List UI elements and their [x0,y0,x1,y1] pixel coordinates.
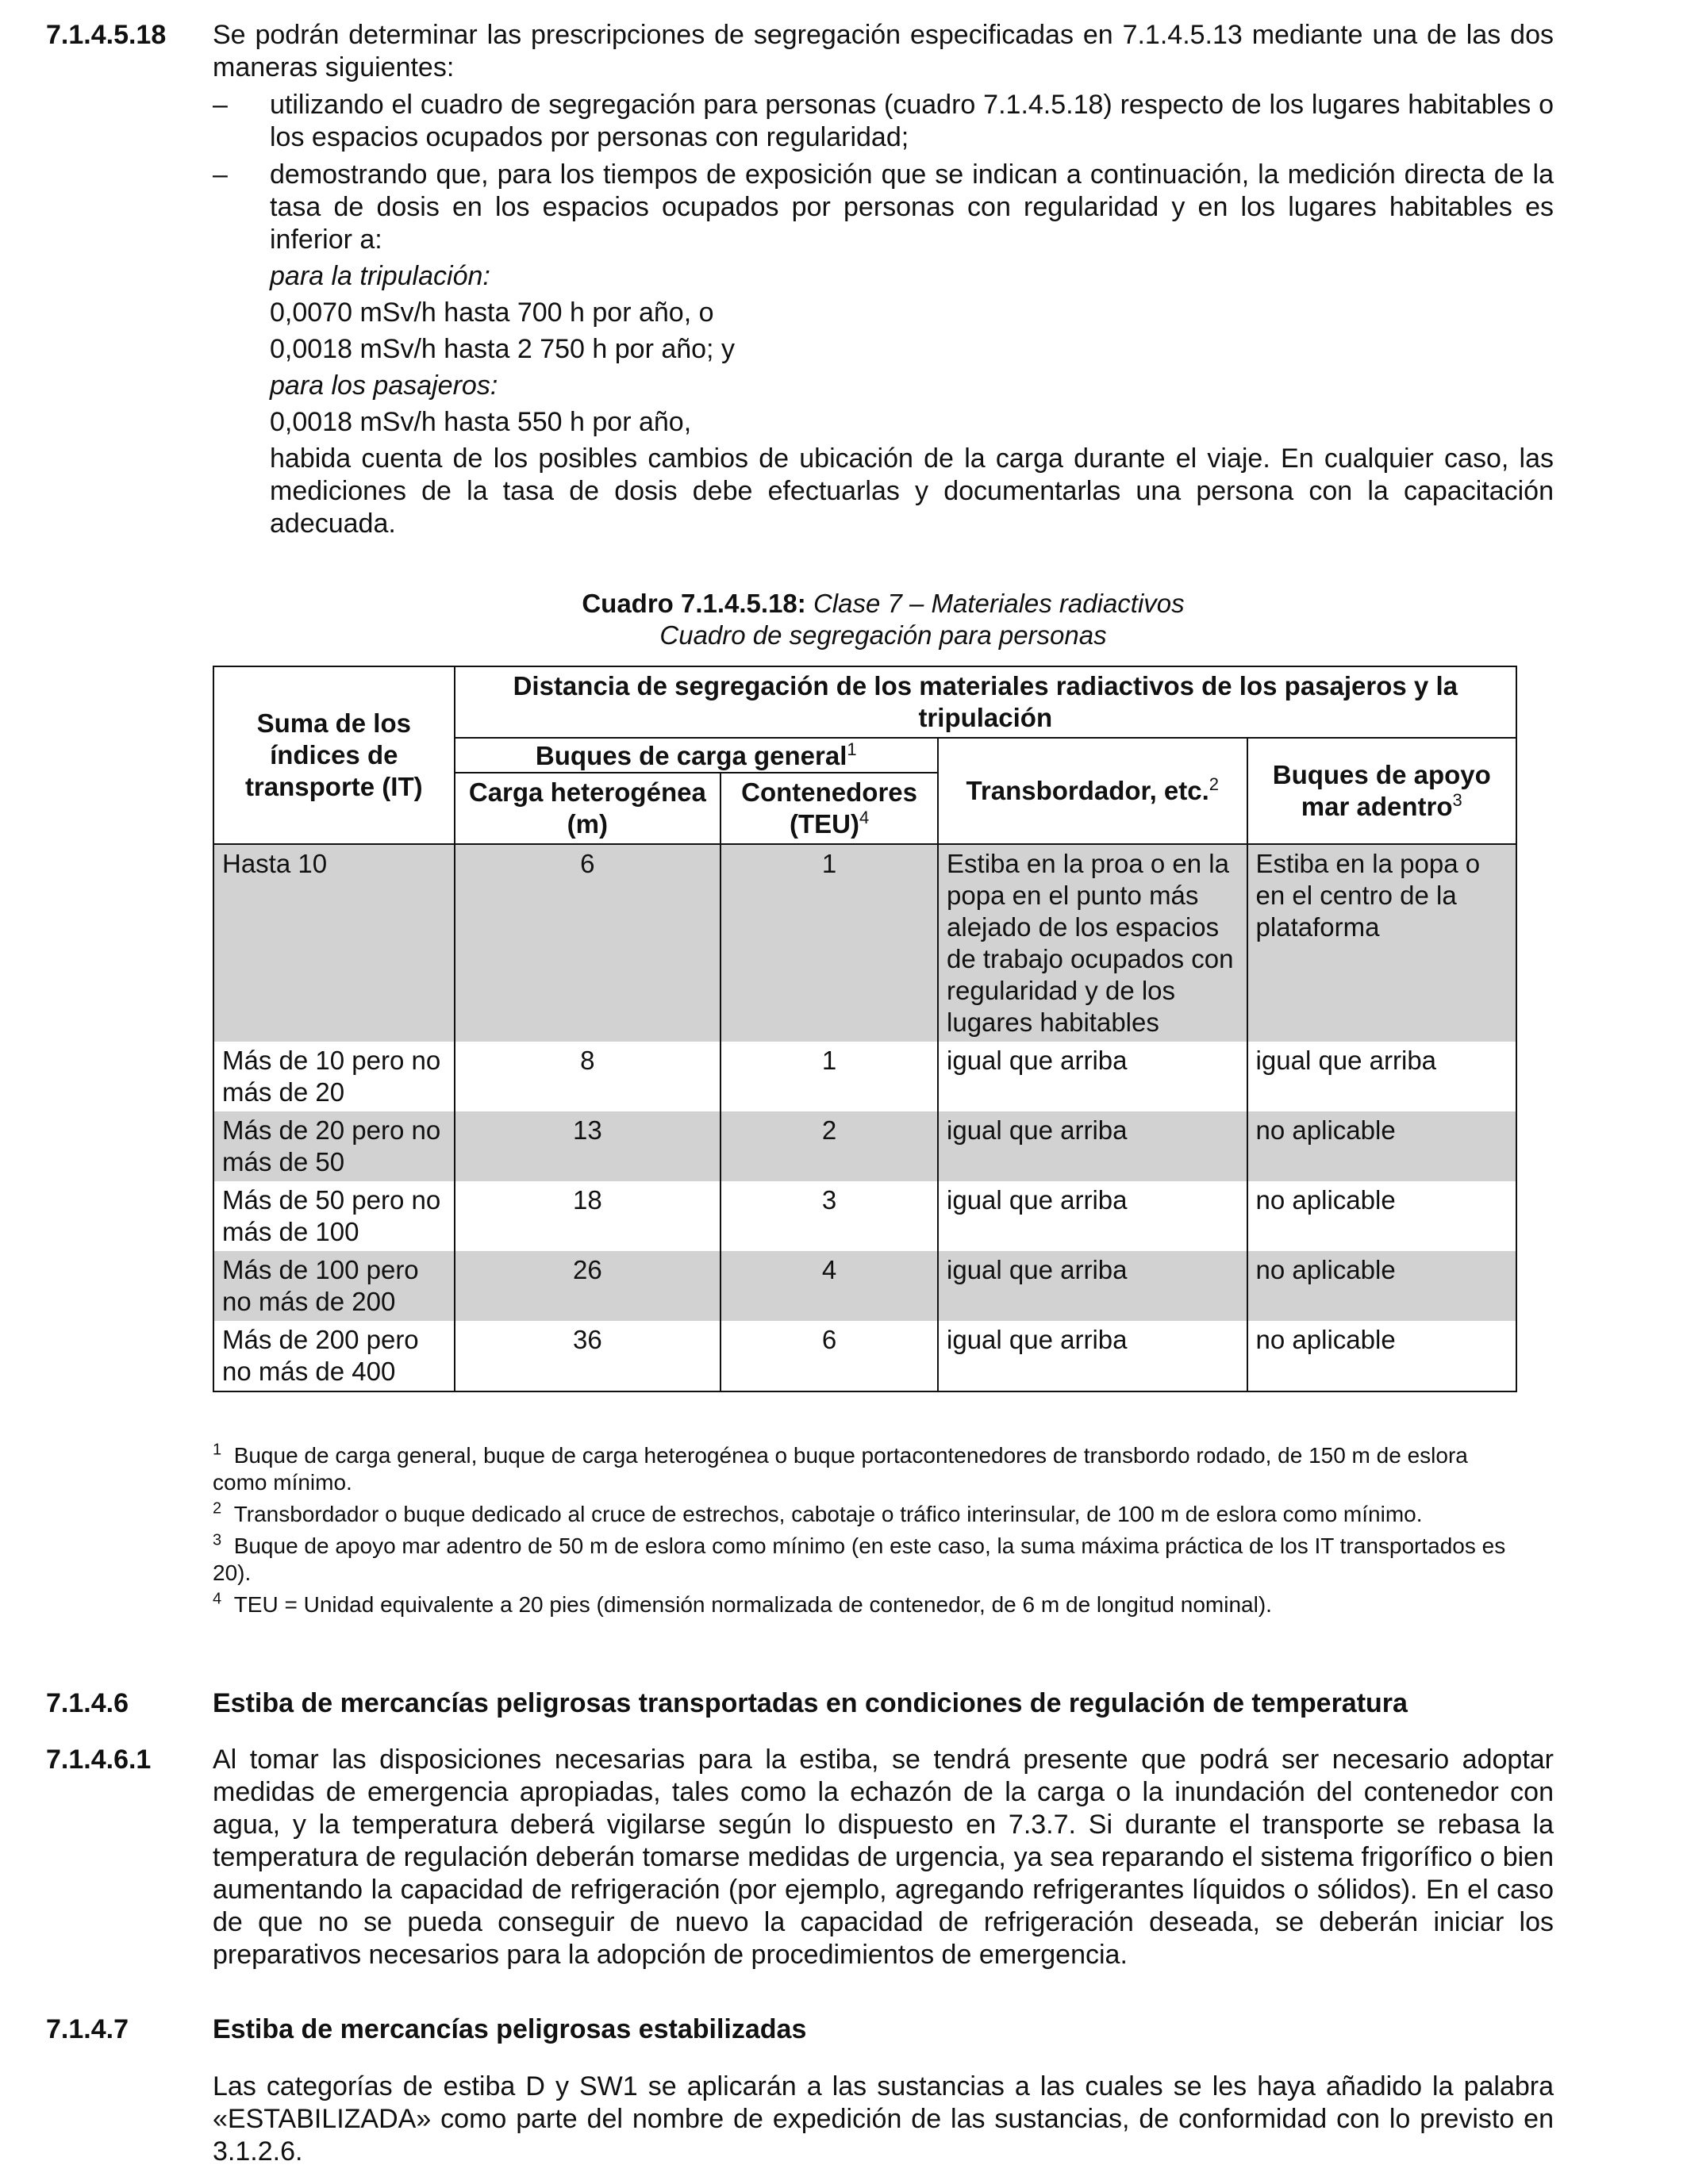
cell-ti: Más de 100 pero no más de 200 [213,1251,455,1321]
cell-hetero: 18 [455,1181,721,1251]
crew-limit-1: 0,0070 mSv/h hasta 700 h por año, o [270,297,714,328]
dose-limits [270,260,1554,540]
section-7-1-4-6 [46,1687,1554,1720]
cell-offshore: no aplicable [1247,1111,1516,1181]
section-number: 7.1.4.7 [46,2014,129,2044]
passenger-limit-1: 0,0018 mSv/h hasta 550 h por año, [270,407,692,437]
crew-limit-2: 0,0018 mSv/h hasta 2 750 h por año; y [270,334,735,364]
list-item-text: utilizando el cuadro de segregación para personas (cuadro 7.1.4.5.18) respecto de los lugares habitables o los espacios ocupados por personas con regularidad; [270,90,1554,152]
cell-ti: Más de 200 pero no más de 400 [213,1321,455,1391]
caption-subtitle: Cuadro de segregación para personas [659,620,1107,650]
table-row [213,1181,1516,1251]
section-title: Estiba de mercancías peligrosas transportadas en condiciones de regulación de temperatura [213,1688,1408,1718]
table-caption [213,588,1554,651]
cell-ferry: igual que arriba [938,1321,1247,1391]
clause-7-1-4-6-1 [46,1744,1554,1971]
cell-containers: 3 [721,1181,938,1251]
cell-hetero: 26 [455,1251,721,1321]
cell-ti: Hasta 10 [213,844,455,1042]
segregation-table [213,666,1517,1392]
footnote: $^3$ Buque de apoyo mar adentro de 50 m de eslora como mínimo (en este caso, la suma máxima práctica de los IT transportados es 20). [213,1531,1506,1585]
caption-title: Clase 7 – Materiales radiactivos [813,589,1185,618]
clause-number: 7.1.4.5.18 [46,20,167,50]
cell-containers: 1 [721,1042,938,1111]
cell-hetero: 36 [455,1321,721,1391]
cell-containers: 2 [721,1111,938,1181]
dash-bullet: – [213,90,228,120]
section-title: Estiba de mercancías peligrosas estabilizadas [213,2014,807,2044]
footnote: $^2$ Transbordador o buque dedicado al cruce de estrechos, cabotaje o tráfico interinsular, de 100 m de eslora como mínimo. [213,1499,1423,1526]
footnote: $^1$ Buque de carga general, buque de carga heterogénea o buque portacontenedores de transbordo rodado, de 150 m de eslora como mínimo. [213,1441,1468,1495]
table-row [213,1321,1516,1391]
cell-ferry: igual que arriba [938,1042,1247,1111]
cell-ferry: igual que arriba [938,1251,1247,1321]
cell-ti: Más de 10 pero no más de 20 [213,1042,455,1111]
header-containers: Contenedores (TEU)$^4$ [721,773,938,844]
cell-offshore: no aplicable [1247,1251,1516,1321]
cell-containers: 1 [721,844,938,1042]
cell-hetero: 8 [455,1042,721,1111]
cell-ferry: igual que arriba [938,1111,1247,1181]
header-general-cargo: Buques de carga general$^1$ [455,738,938,773]
section-number: 7.1.4.6 [46,1688,129,1718]
clause-number: 7.1.4.6.1 [46,1745,152,1775]
cell-hetero: 13 [455,1111,721,1181]
header-ferry: Transbordador, etc.$^2$ [938,738,1247,844]
header-distance: Distancia de segregación de los materiales radiactivos de los pasajeros y la tripulación [455,666,1516,738]
caption-number: Cuadro 7.1.4.5.18: [582,589,806,618]
cell-ti: Más de 50 pero no más de 100 [213,1181,455,1251]
table-row [213,1251,1516,1321]
dash-bullet: – [213,159,228,190]
cell-offshore: igual que arriba [1247,1042,1516,1111]
section-7-1-4-7 [46,2013,1554,2046]
closing-paragraph: habida cuenta de los posibles cambios de ubicación de la carga durante el viaje. En cualquier caso, las mediciones de la tasa de dosis debe efectuarlas y documentarlas una persona con la capacitación adecuada. [270,443,1554,539]
cell-hetero: 6 [455,844,721,1042]
cell-offshore: Estiba en la popa o en el centro de la plataforma [1247,844,1516,1042]
passenger-label: para los pasajeros: [270,370,498,401]
footnote: $^4$ TEU = Unidad equivalente a 20 pies (dimensión normalizada de contenedor, de 6 m de longitud nominal). [213,1590,1272,1617]
cell-ferry: Estiba en la proa o en la popa en el punto más alejado de los espacios de trabajo ocupados con regularidad y de los lugares habitables [938,844,1247,1042]
clause-text: Al tomar las disposiciones necesarias para la estiba, se tendrá presente que podrá ser necesario adoptar medidas de emergencia apropiadas, tales como la echazón de la carga o la inundación del contenedor con agua, y la temperatura deberá vigilarse según lo dispuesto en 7.3.7. Si durante el transporte se rebasa la temperatura de regulación deberán tomarse medidas de urgencia, ya sea reparando el sistema frigorífico o bien aumentando la capacidad de refrigeración (por ejemplo, agregando refrigerantes líquidos o sólidos). En el caso de que no se pueda conseguir de nuevo la capacidad de refrigeración deseada, se deberán iniciar los preparativos necesarios para la adopción de procedimientos de emergencia. [213,1745,1554,1970]
clause-text: Las categorías de estiba D y SW1 se aplicarán a las sustancias a las cuales se les haya añadido la palabra «ESTABILIZADA» como parte del nombre de expedición de las sustancias, de conformidad con lo previsto en 3.1.2.6. [213,2071,1554,2167]
list-item-text: demostrando que, para los tiempos de exposición que se indican a continuación, la medición directa de la tasa de dosis en los espacios ocupados por personas con regularidad y en los lugares habitables es inferior a: [270,159,1554,255]
clause-body [213,19,1554,540]
table-row [213,1042,1516,1111]
list-item [213,159,1554,256]
clause-7-1-4-5-18 [46,19,1554,540]
cell-offshore: no aplicable [1247,1321,1516,1391]
table-footnotes [213,1442,1522,1623]
cell-offshore: no aplicable [1247,1181,1516,1251]
cell-containers: 4 [721,1251,938,1321]
table-row [213,1111,1516,1181]
header-hetero: Carga heterogénea (m) [455,773,721,844]
cell-ferry: igual que arriba [938,1181,1247,1251]
crew-label: para la tripulación: [270,261,490,291]
cell-containers: 6 [721,1321,938,1391]
header-offshore: Buques de apoyo mar adentro$^3$ [1247,738,1516,844]
list-item [213,89,1554,154]
clause-7-1-4-7-text [46,2071,1554,2168]
cell-ti: Más de 20 pero no más de 50 [213,1111,455,1181]
table-row [213,844,1516,1042]
clause-intro: Se podrán determinar las prescripciones de segregación especificadas en 7.1.4.5.13 mediante una de las dos maneras siguientes: [213,20,1554,83]
header-ti-sum: Suma de los índices de transporte (IT) [213,666,455,844]
